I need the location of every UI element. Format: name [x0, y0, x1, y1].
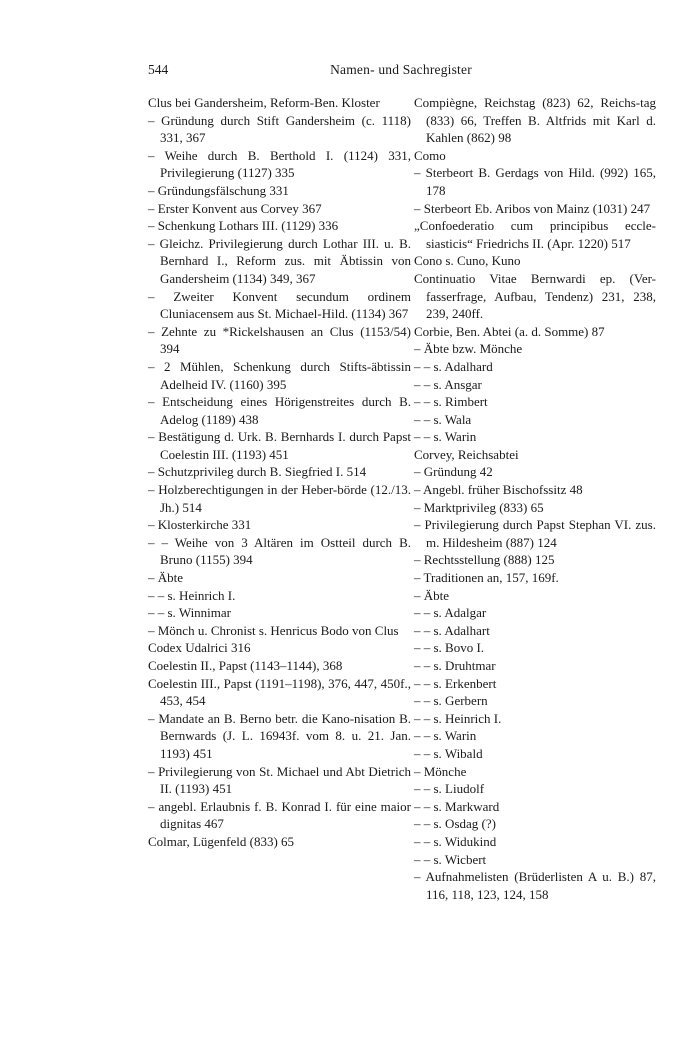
index-entry: Continuatio Vitae Bernwardi ep. (Ver-fasserfrage, Aufbau, Tendenz) 231, 238, 239, 240ff. — [414, 270, 656, 322]
index-entry: – Entscheidung eines Hörigenstreites durch B. Adelog (1189) 438 — [148, 394, 411, 427]
index-entry: – – s. Wicbert — [414, 851, 487, 867]
index-entry: – – s. Wala — [414, 411, 472, 427]
index-entry: – – Weihe von 3 Altären im Ostteil durch B. Bruno (1155) 394 — [148, 534, 411, 568]
index-entry: Compiègne, Reichstag (823) 62, Reichs-tag (833) 66, Treffen B. Altfrids mit Karl d. Kahlen (862) 98 — [414, 95, 656, 146]
index-entry: – 2 Mühlen, Schenkung durch Stifts-äbtissin Adelheid IV. (1160) 395 — [148, 358, 411, 392]
index-entry: – Gründung durch Stift Gandersheim (c. 1118) 331, 367 — [148, 112, 411, 146]
index-entry: – Traditionen an, 157, 169f. — [414, 570, 559, 586]
index-entry: – Marktprivileg (833) 65 — [414, 499, 544, 515]
index-entry: – Klosterkirche 331 — [148, 517, 252, 533]
index-column-right — [414, 94, 656, 903]
page-header — [148, 62, 654, 82]
index-entry: – Gleichz. Privilegierung durch Lothar III. u. B. Bernhard I., Reform zus. mit Äbtissin von Gandersheim (1134) 349, 367 — [148, 235, 411, 286]
index-column-left — [148, 94, 411, 851]
index-entry: – – s. Heinrich I. — [148, 587, 236, 603]
index-entry: – – s. Adalgar — [414, 605, 487, 621]
index-entry: Coelestin II., Papst (1143–1144), 368 — [148, 658, 343, 673]
index-entry: – Äbte bzw. Mönche — [414, 341, 523, 357]
index-entry: – Schenkung Lothars III. (1129) 336 — [148, 218, 339, 234]
index-entry: – Mönch u. Chronist s. Henricus Bodo von Clus — [148, 622, 399, 638]
index-entry: Corbie, Ben. Abtei (a. d. Somme) 87 — [414, 323, 605, 339]
index-entry: Corvey, Reichsabtei — [414, 446, 519, 462]
index-entry: – Äbte — [414, 587, 450, 603]
index-entry: – – s. Warin — [414, 429, 477, 445]
index-entry: – Holzberechtigungen in der Heber-börde (12./13. Jh.) 514 — [148, 482, 411, 515]
index-entry: – – s. Winnimar — [148, 605, 232, 621]
index-entry: Colmar, Lügenfeld (833) 65 — [148, 833, 295, 849]
index-entry: – Gründungsfälschung 331 — [148, 182, 289, 198]
index-entry: – – s. Widukind — [414, 833, 497, 849]
index-entry: – Gründung 42 — [414, 464, 493, 480]
index-entry: – Mandate an B. Berno betr. die Kano-nisation B. Bernwards (J. L. 16943f. vom 8. u. 21. Jan. 1193) 451 — [148, 710, 411, 761]
index-entry: – – s. Druhtmar — [414, 658, 496, 673]
index-entry: Como — [414, 147, 446, 163]
index-entry: – – s. Erkenbert — [414, 675, 497, 691]
index-entry: – Angebl. früher Bischofssitz 48 — [414, 482, 583, 498]
index-entry: – – s. Adalhard — [414, 358, 493, 374]
index-entry: – – s. Adalhart — [414, 622, 490, 638]
index-entry: Cono s. Cuno, Kuno — [414, 253, 521, 269]
index-entry: – – s. Rimbert — [414, 394, 488, 410]
index-entry: – Bestätigung d. Urk. B. Bernhards I. durch Papst Coelestin III. (1193) 451 — [148, 429, 411, 462]
index-entry: – – s. Osdag (?) — [414, 816, 496, 832]
index-entry: – Zweiter Konvent secundum ordinem Cluniacensem aus St. Michael-Hild. (1134) 367 — [148, 288, 411, 322]
index-entry: – Weihe durch B. Berthold I. (1124) 331, Privilegierung (1127) 335 — [148, 147, 411, 181]
index-entry: Clus bei Gandersheim, Reform-Ben. Kloster — [148, 95, 380, 110]
index-entry: – – s. Markward — [414, 798, 500, 814]
index-entry: – – s. Liudolf — [414, 781, 485, 797]
index-entry: – angebl. Erlaubnis f. B. Konrad I. für eine maior dignitas 467 — [148, 798, 411, 832]
index-entry: – Privilegierung durch Papst Stephan VI. zus. m. Hildesheim (887) 124 — [414, 517, 656, 550]
page-number: 544 — [148, 62, 169, 77]
index-entry: – Sterbeort B. Gerdags von Hild. (992) 165, 178 — [414, 165, 656, 198]
index-entry: – Sterbeort Eb. Aribos von Mainz (1031) 247 — [414, 200, 651, 216]
index-entry: – Schutzprivileg durch B. Siegfried I. 514 — [148, 464, 367, 480]
index-entry: – – s. Wibald — [414, 745, 483, 761]
index-entry: – Rechtsstellung (888) 125 — [414, 552, 555, 568]
index-entry: – – s. Heinrich I. — [414, 710, 502, 726]
index-entry: – – s. Bovo I. — [414, 640, 485, 656]
index-entry: – – s. Gerbern — [414, 693, 488, 709]
index-entry: – – s. Warin — [414, 728, 477, 744]
index-entry: – Äbte — [148, 570, 184, 586]
index-entry: „Confoederatio cum principibus eccle-siasticis“ Friedrichs II. (Apr. 1220) 517 — [414, 218, 656, 251]
index-entry: – Mönche — [414, 763, 467, 779]
index-entry: – Erster Konvent aus Corvey 367 — [148, 200, 322, 216]
index-entry: – Aufnahmelisten (Brüderlisten A u. B.) 87, 116, 118, 123, 124, 158 — [414, 869, 656, 902]
index-entry: Codex Udalrici 316 — [148, 640, 251, 656]
index-entry: Coelestin III., Papst (1191–1198), 376, 447, 450f., 453, 454 — [148, 675, 411, 709]
index-entry: – Zehnte zu *Rickelshausen an Clus (1153/54) 394 — [148, 323, 411, 357]
index-entry: – – s. Ansgar — [414, 376, 482, 392]
index-entry: – Privilegierung von St. Michael und Abt Dietrich II. (1193) 451 — [148, 763, 411, 797]
running-title: Namen- und Sachregister — [330, 62, 472, 77]
